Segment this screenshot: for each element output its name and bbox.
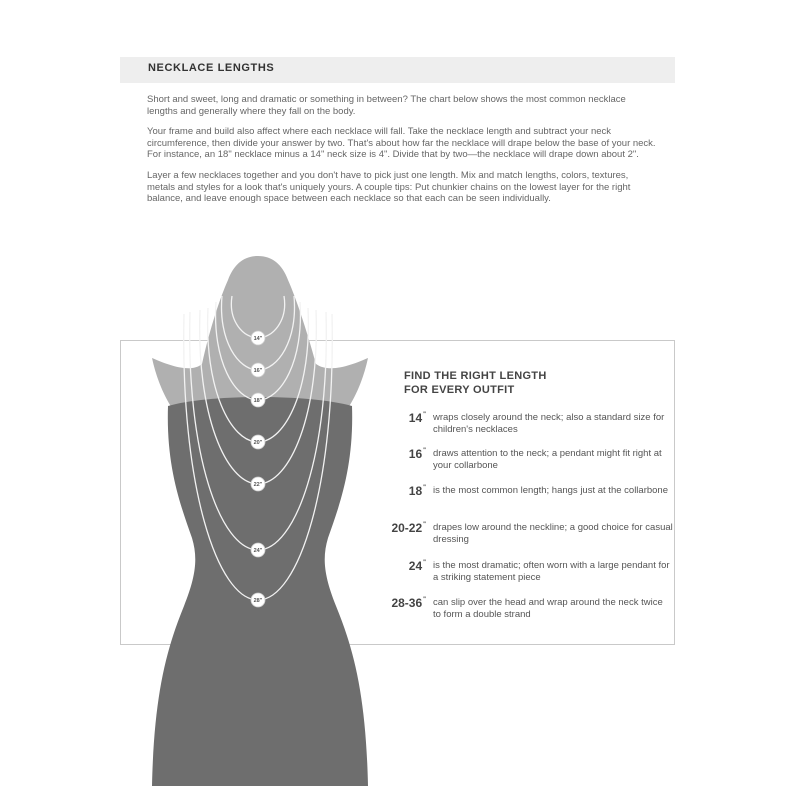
pendant-label: 18" (253, 398, 263, 405)
length-row-14 (370, 411, 670, 445)
pendant-label: 28" (253, 598, 263, 605)
mannequin-dress (152, 397, 368, 786)
section-header (120, 57, 675, 83)
intro-text (147, 94, 657, 214)
pendant-label: 14" (253, 336, 263, 343)
pendant-label: 16" (253, 368, 263, 375)
mannequin-figure (140, 246, 380, 786)
length-row-24 (370, 559, 670, 593)
length-description: drapes low around the neckline; a good choice for casual dressing (433, 522, 673, 545)
intro-paragraph-3: Layer a few necklaces together and you don't have to pick just one length. Mix and match lengths, colors, textures, metals and styles for a look that's uniquely yours. A couple tips: Put chunkier chains on the lowest layer for the right balance, and leave enough space between each necklace so that each can be seen individually. (147, 169, 631, 205)
length-description: is the most dramatic; often worn with a large pendant for a striking statement piece (433, 560, 670, 583)
length-value: 24" (408, 559, 426, 573)
legend-title-line-2: FOR EVERY OUTFIT (404, 384, 515, 396)
length-row-16 (370, 447, 670, 481)
length-row-20-22 (370, 521, 673, 555)
length-row-18 (370, 484, 670, 518)
length-description: wraps closely around the neck; also a standard size for children's necklaces (433, 412, 665, 435)
length-description: is the most common length; hangs just at the collarbone (433, 485, 668, 496)
intro-paragraph-1: Short and sweet, long and dramatic or something in between? The chart below shows the most common necklace lengths and generally where they fall on the body. (147, 94, 626, 117)
length-value: 14" (408, 411, 426, 425)
section-title: NECKLACE LENGTHS (148, 62, 275, 74)
length-description: draws attention to the neck; a pendant might fit right at your collarbone (433, 448, 662, 471)
pendant-label: 24" (253, 548, 263, 555)
length-value: 20-22" (391, 521, 426, 535)
intro-paragraph-2: Your frame and build also affect where each necklace will fall. Take the necklace length and subtract your neck circumference, then divide your answer by two. That's about how far the necklace will drape below the base of your neck. For instance, an 18" necklace minus a 14" neck size is 4". Divide that by two—the necklace will drape down about 2". (147, 126, 656, 161)
pendant-label: 22" (253, 482, 263, 489)
length-value: 28-36" (391, 596, 426, 610)
length-description: can slip over the head and wrap around the neck twice to form a double strand (433, 597, 663, 620)
length-value: 18" (408, 484, 426, 498)
length-value: 16" (408, 447, 426, 461)
pendant-label: 20" (253, 440, 263, 447)
legend-title-line-1: FIND THE RIGHT LENGTH (404, 370, 547, 382)
length-row-28-36 (370, 596, 670, 630)
legend-title (404, 369, 547, 397)
